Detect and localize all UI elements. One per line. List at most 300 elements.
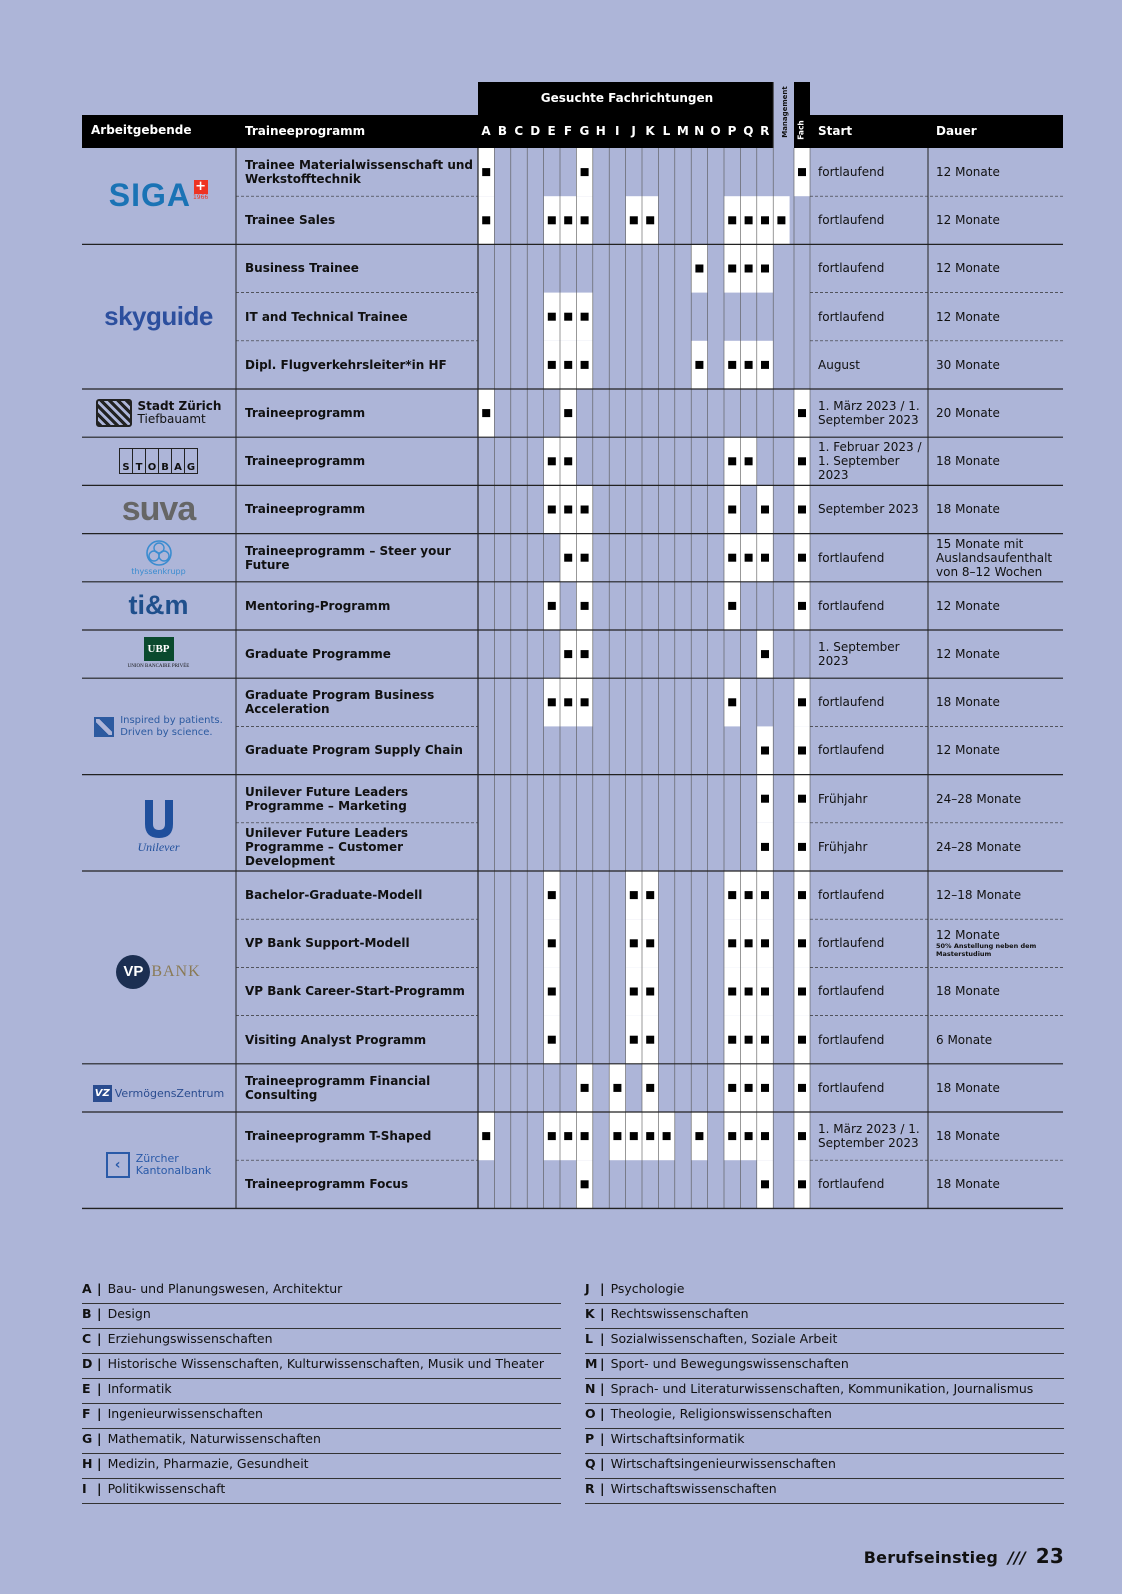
- legend-text: Medizin, Pharmazie, Gesundheit: [107, 1456, 309, 1471]
- duration-value: 18 Monate: [936, 1129, 1000, 1144]
- duration-cell: [936, 582, 1066, 630]
- mark-square: [761, 1180, 769, 1188]
- mark-square: [761, 1084, 769, 1092]
- swiss-cross-icon: +: [195, 178, 207, 194]
- legend-separator: |: [97, 1356, 102, 1371]
- legend-text: Psychologie: [610, 1281, 685, 1296]
- legend-text: Rechtswissenschaften: [610, 1306, 749, 1321]
- legend-separator: |: [600, 1331, 605, 1346]
- legend-text: Wirtschaftswissenschaften: [610, 1481, 777, 1496]
- mark-square: [646, 1084, 654, 1092]
- mark-square: [646, 1036, 654, 1044]
- mark-square: [798, 1132, 806, 1140]
- unilever-u-icon: [139, 798, 179, 840]
- duration-value: 18 Monate: [936, 1177, 1000, 1192]
- field-letter-c: C: [514, 124, 524, 138]
- legend-item-n: [585, 1379, 1064, 1404]
- logo-thyssenkrupp: thyssenkrupp: [82, 534, 235, 580]
- mark-square: [745, 939, 753, 947]
- mark-square: [646, 1132, 654, 1140]
- legend-item-o: [585, 1404, 1064, 1429]
- mark-square: [564, 216, 572, 224]
- mark-square: [548, 506, 556, 514]
- logo-stobag: [82, 438, 235, 484]
- mark-square: [482, 1132, 490, 1140]
- legend-separator: |: [97, 1381, 102, 1396]
- mark-square: [482, 216, 490, 224]
- legend-item-k: [585, 1304, 1064, 1329]
- mark-square: [761, 265, 769, 273]
- program-name: Unilever Future Leaders Programme – Marketing: [245, 784, 409, 813]
- legend-text: Sport- und Bewegungswissenschaften: [610, 1356, 849, 1371]
- program-name: Graduate Programme: [245, 647, 391, 662]
- footer-title: Berufseinstieg: [863, 1548, 999, 1567]
- legend-item-q: [585, 1454, 1064, 1479]
- program-name: Traineeprogramm: [245, 454, 366, 469]
- program-name: Trainee Sales: [245, 213, 336, 228]
- field-letter-p: P: [727, 124, 737, 138]
- program-name: VP Bank Support-Modell: [245, 936, 410, 951]
- duration-value: 15 Monate mit Auslandsaufenthalt von 8–12 Wochen: [936, 536, 1053, 579]
- mark-square: [581, 1132, 589, 1140]
- legend-item-c: [82, 1329, 561, 1354]
- legend-text: Ingenieurwissenschaften: [107, 1406, 263, 1421]
- legend-letter: K: [585, 1306, 595, 1321]
- logo-ubp: UBP UNION BANCAIRE PRIVÉE: [82, 630, 235, 676]
- mark-square: [798, 602, 806, 610]
- header-management: Management: [781, 86, 789, 138]
- mark-square: [630, 891, 638, 899]
- start-date: 1. September 2023: [818, 640, 900, 669]
- start-date: fortlaufend: [818, 1080, 885, 1095]
- mark-square: [564, 361, 572, 369]
- mark-square: [798, 409, 806, 417]
- start-date: September 2023: [818, 502, 919, 517]
- duration-cell: [936, 437, 1066, 485]
- mark-square: [745, 554, 753, 562]
- mark-square: [630, 939, 638, 947]
- mark-square: [581, 168, 589, 176]
- legend-separator: |: [600, 1281, 605, 1296]
- mark-square: [798, 747, 806, 755]
- field-letter-r: R: [760, 124, 770, 138]
- legend-separator: |: [600, 1456, 605, 1471]
- start-date: fortlaufend: [818, 1032, 885, 1047]
- start-date: 1. März 2023 / 1. September 2023: [818, 399, 920, 428]
- legend-item-e: [82, 1379, 561, 1404]
- mark-square: [761, 1036, 769, 1044]
- mark-square: [630, 988, 638, 996]
- field-letter-k: K: [645, 124, 655, 138]
- start-date: fortlaufend: [818, 598, 885, 613]
- duration-cell: [936, 1064, 1066, 1112]
- legend-letter: R: [585, 1481, 595, 1496]
- program-name: Traineeprogramm: [245, 406, 366, 421]
- header-fields-title: Gesuchte Fachrichtungen: [540, 91, 714, 105]
- legend-item-l: [585, 1329, 1064, 1354]
- siga-year: 1966: [192, 193, 209, 201]
- mark-square: [761, 650, 769, 658]
- legend-letter: L: [585, 1331, 593, 1346]
- start-date: fortlaufend: [818, 695, 885, 710]
- program-name: Traineeprogramm: [245, 502, 366, 517]
- mark-square: [613, 1084, 621, 1092]
- mark-square: [728, 602, 736, 610]
- legend-letter: M: [585, 1356, 598, 1371]
- legend-text: Theologie, Religionswissenschaften: [610, 1406, 832, 1421]
- mark-square: [798, 795, 806, 803]
- legend-item-f: [82, 1404, 561, 1429]
- legend-text: Mathematik, Naturwissenschaften: [107, 1431, 321, 1446]
- logo-suva: suva: [121, 490, 196, 528]
- mark-square: [581, 602, 589, 610]
- duration-cell: [936, 678, 1066, 726]
- legend-item-j: [585, 1279, 1064, 1304]
- legend-text: Erziehungswissenschaften: [107, 1331, 273, 1346]
- start-date: fortlaufend: [818, 165, 885, 180]
- program-name: Visiting Analyst Programm: [245, 1032, 427, 1047]
- stobag-letter: S: [120, 449, 133, 473]
- mark-square: [646, 216, 654, 224]
- program-name: Graduate Program Supply Chain: [245, 743, 463, 758]
- program-name: IT and Technical Trainee: [245, 309, 408, 324]
- legend-text: Historische Wissenschaften, Kulturwissenschaften, Musik und Theater: [107, 1356, 545, 1371]
- start-date: fortlaufend: [818, 984, 885, 999]
- duration-value: 20 Monate: [936, 406, 1000, 421]
- duration-value: 12 Monate: [936, 928, 1000, 943]
- duration-cell: [936, 1160, 1066, 1208]
- mark-square: [728, 1036, 736, 1044]
- legend-separator: |: [97, 1306, 102, 1321]
- mark-square: [728, 361, 736, 369]
- mark-square: [728, 554, 736, 562]
- mark-square: [798, 698, 806, 706]
- siga-wordmark: SIGA: [108, 176, 191, 213]
- stobag-letter: O: [146, 449, 159, 473]
- program-name: Traineeprogramm Focus: [245, 1177, 409, 1192]
- legend-separator: |: [600, 1406, 605, 1421]
- legend-letter: A: [82, 1281, 92, 1296]
- program-name: Business Trainee: [245, 261, 359, 276]
- start-date: fortlaufend: [818, 936, 885, 951]
- legend-item-g: [82, 1429, 561, 1454]
- mark-square: [798, 1036, 806, 1044]
- duration-value: 18 Monate: [936, 695, 1000, 710]
- start-date: fortlaufend: [818, 1177, 885, 1192]
- mark-square: [548, 891, 556, 899]
- duration-value: 24–28 Monate: [936, 839, 1022, 854]
- legend-item-b: [82, 1304, 561, 1329]
- mark-square: [548, 361, 556, 369]
- mark-square: [548, 602, 556, 610]
- logo-skyguide: skyguide: [104, 300, 213, 331]
- mark-square: [482, 409, 490, 417]
- start-date: fortlaufend: [818, 213, 885, 228]
- legend-letter: G: [82, 1431, 93, 1446]
- start-date: fortlaufend: [818, 550, 885, 565]
- mark-square: [630, 216, 638, 224]
- logo-stadt-zuerich: Stadt Zürich Tiefbauamt: [82, 390, 235, 436]
- field-letter-f: F: [563, 124, 573, 138]
- legend-text: Sprach- und Literaturwissenschaften, Kommunikation, Journalismus: [610, 1381, 1034, 1396]
- duration-cell: [936, 148, 1066, 196]
- program-name: Dipl. Flugverkehrsleiter*in HF: [245, 357, 447, 372]
- mark-square: [745, 216, 753, 224]
- header-fach: Fach: [796, 120, 806, 140]
- field-letter-i: I: [614, 124, 620, 138]
- mark-square: [798, 988, 806, 996]
- mark-square: [761, 747, 769, 755]
- header-program: Traineeprogramm: [245, 124, 366, 138]
- logo-inspired-by-patients: Inspired by patients. Driven by science.: [82, 678, 235, 776]
- duration-cell: [936, 293, 1066, 341]
- mark-square: [548, 698, 556, 706]
- mark-square: [798, 1084, 806, 1092]
- duration-cell: [936, 534, 1066, 582]
- duration-value: 12 Monate: [936, 261, 1000, 276]
- legend-letter: O: [585, 1406, 596, 1421]
- mark-square: [630, 1036, 638, 1044]
- zurich-crest-icon: [96, 399, 132, 427]
- logo-tim: ti&m: [128, 589, 189, 620]
- mark-square: [548, 313, 556, 321]
- duration-note: 50% Anstellung neben dem Masterstudium: [936, 942, 1037, 959]
- duration-cell: [936, 726, 1066, 774]
- legend-letter: F: [82, 1406, 91, 1421]
- duration-value: 18 Monate: [936, 502, 1000, 517]
- pharma-logo-icon: [94, 717, 114, 737]
- legend-item-d: [82, 1354, 561, 1379]
- mark-square: [728, 265, 736, 273]
- mark-square: [761, 1132, 769, 1140]
- duration-cell: [936, 630, 1066, 678]
- mark-square: [548, 216, 556, 224]
- program-name: Trainee Materialwissenschaft und Werkstofftechnik: [245, 158, 474, 187]
- mark-square: [728, 1084, 736, 1092]
- mark-square: [646, 939, 654, 947]
- legend-separator: |: [97, 1481, 102, 1496]
- mark-square: [581, 361, 589, 369]
- logo-siga: [82, 148, 235, 242]
- legend-letter: I: [82, 1481, 87, 1496]
- stobag-letter: T: [133, 449, 146, 473]
- duration-cell: [936, 967, 1066, 1015]
- logo-vermoegenszentrum: VZ VermögensZentrum: [94, 1086, 225, 1100]
- mark-square: [564, 409, 572, 417]
- mark-square: [548, 1036, 556, 1044]
- mark-square: [798, 1180, 806, 1188]
- legend-separator: |: [600, 1381, 605, 1396]
- mark-square: [548, 1132, 556, 1140]
- mark-square: [728, 891, 736, 899]
- mark-square: [745, 1084, 753, 1092]
- duration-value: 12 Monate: [936, 309, 1000, 324]
- mark-square: [728, 698, 736, 706]
- mark-square: [564, 457, 572, 465]
- duration-cell: [936, 1112, 1066, 1160]
- duration-value: 24–28 Monate: [936, 791, 1022, 806]
- field-letter-l: L: [662, 124, 671, 138]
- legend-item-r: [585, 1479, 1064, 1504]
- legend-item-a: [82, 1279, 561, 1304]
- duration-value: 12 Monate: [936, 165, 1000, 180]
- stobag-letter: B: [159, 449, 172, 473]
- mark-square: [745, 1132, 753, 1140]
- mark-square: [777, 216, 785, 224]
- legend-separator: |: [600, 1431, 605, 1446]
- duration-cell: [936, 389, 1066, 437]
- program-name: Traineeprogramm Financial Consulting: [245, 1073, 431, 1102]
- page-footer: [864, 1544, 1064, 1568]
- page-number: 23: [1035, 1544, 1064, 1568]
- start-date: fortlaufend: [818, 888, 885, 903]
- mark-square: [663, 1132, 671, 1140]
- legend-separator: |: [600, 1356, 605, 1371]
- duration-value: 18 Monate: [936, 1080, 1000, 1095]
- vp-circle-icon: VP: [116, 955, 150, 989]
- logo-unilever: Unilever: [82, 778, 235, 874]
- mark-square: [613, 1132, 621, 1140]
- header-employer: Arbeitgebende: [91, 123, 192, 137]
- field-letter-j: J: [631, 124, 636, 138]
- mark-square: [745, 457, 753, 465]
- mark-square: [581, 650, 589, 658]
- start-date: fortlaufend: [818, 261, 885, 276]
- field-letter-n: N: [694, 124, 705, 138]
- legend-separator: |: [97, 1406, 102, 1421]
- program-name: Traineeprogramm T-Shaped: [245, 1129, 432, 1144]
- mark-square: [761, 361, 769, 369]
- legend-text: Informatik: [107, 1381, 172, 1396]
- start-date: fortlaufend: [818, 743, 885, 758]
- legend-letter: B: [82, 1306, 92, 1321]
- legend-item-m: [585, 1354, 1064, 1379]
- duration-cell: [936, 919, 1066, 967]
- mark-square: [798, 939, 806, 947]
- mark-square: [564, 313, 572, 321]
- mark-square: [695, 265, 703, 273]
- field-letter-e: E: [547, 124, 556, 138]
- duration-value: 18 Monate: [936, 454, 1000, 469]
- mark-square: [630, 1132, 638, 1140]
- legend-letter: J: [585, 1281, 590, 1296]
- footer-separator: ///: [1007, 1548, 1026, 1567]
- start-date: Frühjahr: [818, 839, 868, 854]
- duration-cell: [936, 341, 1066, 389]
- legend-letter: N: [585, 1381, 596, 1396]
- mark-square: [548, 457, 556, 465]
- legend-separator: |: [600, 1306, 605, 1321]
- mark-square: [728, 506, 736, 514]
- duration-value: 6 Monate: [936, 1032, 993, 1047]
- mark-square: [548, 988, 556, 996]
- mark-square: [695, 1132, 703, 1140]
- stobag-letter: G: [186, 462, 196, 473]
- program-name: Graduate Program Business Acceleration: [245, 688, 435, 717]
- mark-square: [482, 168, 490, 176]
- mark-square: [728, 988, 736, 996]
- duration-value: 12 Monate: [936, 598, 1000, 613]
- legend-separator: |: [97, 1431, 102, 1446]
- mark-square: [798, 891, 806, 899]
- mark-square: [581, 698, 589, 706]
- legend-text: Design: [107, 1306, 151, 1321]
- mark-square: [745, 265, 753, 273]
- duration-value: 30 Monate: [936, 357, 1000, 372]
- duration-value: 12–18 Monate: [936, 888, 1022, 903]
- header-duration: Dauer: [936, 124, 977, 138]
- legend-letter: D: [82, 1356, 93, 1371]
- start-date: fortlaufend: [818, 309, 885, 324]
- field-letter-g: G: [579, 124, 590, 138]
- field-letter-b: B: [497, 124, 507, 138]
- mark-square: [798, 457, 806, 465]
- mark-square: [581, 1180, 589, 1188]
- mark-square: [646, 891, 654, 899]
- legend-letter: Q: [585, 1456, 596, 1471]
- mark-square: [581, 313, 589, 321]
- program-name: Traineeprogramm – Steer your Future: [245, 543, 451, 572]
- legend-item-h: [82, 1454, 561, 1479]
- mark-square: [564, 698, 572, 706]
- duration-cell: [936, 823, 1066, 871]
- mark-square: [761, 795, 769, 803]
- legend-separator: |: [97, 1281, 102, 1296]
- duration-cell: [936, 196, 1066, 244]
- field-letter-o: O: [710, 124, 721, 138]
- program-name: Unilever Future Leaders Programme – Customer Development: [245, 825, 409, 868]
- mark-square: [745, 361, 753, 369]
- duration-cell: [936, 871, 1066, 919]
- duration-value: 18 Monate: [936, 984, 1000, 999]
- start-date: Frühjahr: [818, 791, 868, 806]
- mark-square: [548, 939, 556, 947]
- legend-separator: |: [600, 1481, 605, 1496]
- mark-square: [564, 554, 572, 562]
- mark-square: [761, 506, 769, 514]
- mark-square: [646, 988, 654, 996]
- start-date: August: [818, 357, 860, 372]
- mark-square: [581, 554, 589, 562]
- legend-text: Wirtschaftsinformatik: [610, 1431, 745, 1446]
- mark-square: [728, 939, 736, 947]
- mark-square: [761, 216, 769, 224]
- logo-vp-bank: VP BANK: [82, 876, 235, 1068]
- legend-separator: |: [97, 1456, 102, 1471]
- legend-letter: P: [585, 1431, 595, 1446]
- duration-cell: [936, 1016, 1066, 1064]
- legend-letter: E: [82, 1381, 91, 1396]
- program-name: VP Bank Career-Start-Programm: [245, 984, 465, 999]
- program-name: Bachelor-Graduate-Modell: [245, 888, 423, 903]
- mark-square: [745, 988, 753, 996]
- field-letter-q: Q: [743, 124, 754, 138]
- mark-square: [761, 554, 769, 562]
- thyssenkrupp-emblem-icon: [144, 539, 174, 567]
- stobag-letter: A: [172, 449, 185, 473]
- legend-item-i: [82, 1479, 561, 1504]
- field-letter-m: M: [676, 124, 689, 138]
- stobag-wordmark: [119, 448, 198, 474]
- legend-text: Politikwissenschaft: [107, 1481, 226, 1496]
- program-name: Mentoring-Programm: [245, 598, 391, 613]
- start-date: 1. Februar 2023 / 1. September 2023: [818, 440, 922, 483]
- duration-cell: [936, 485, 1066, 533]
- header-start: Start: [818, 124, 853, 138]
- legend-text: Bau- und Planungswesen, Architektur: [107, 1281, 343, 1296]
- mark-square: [728, 457, 736, 465]
- mark-square: [564, 1132, 572, 1140]
